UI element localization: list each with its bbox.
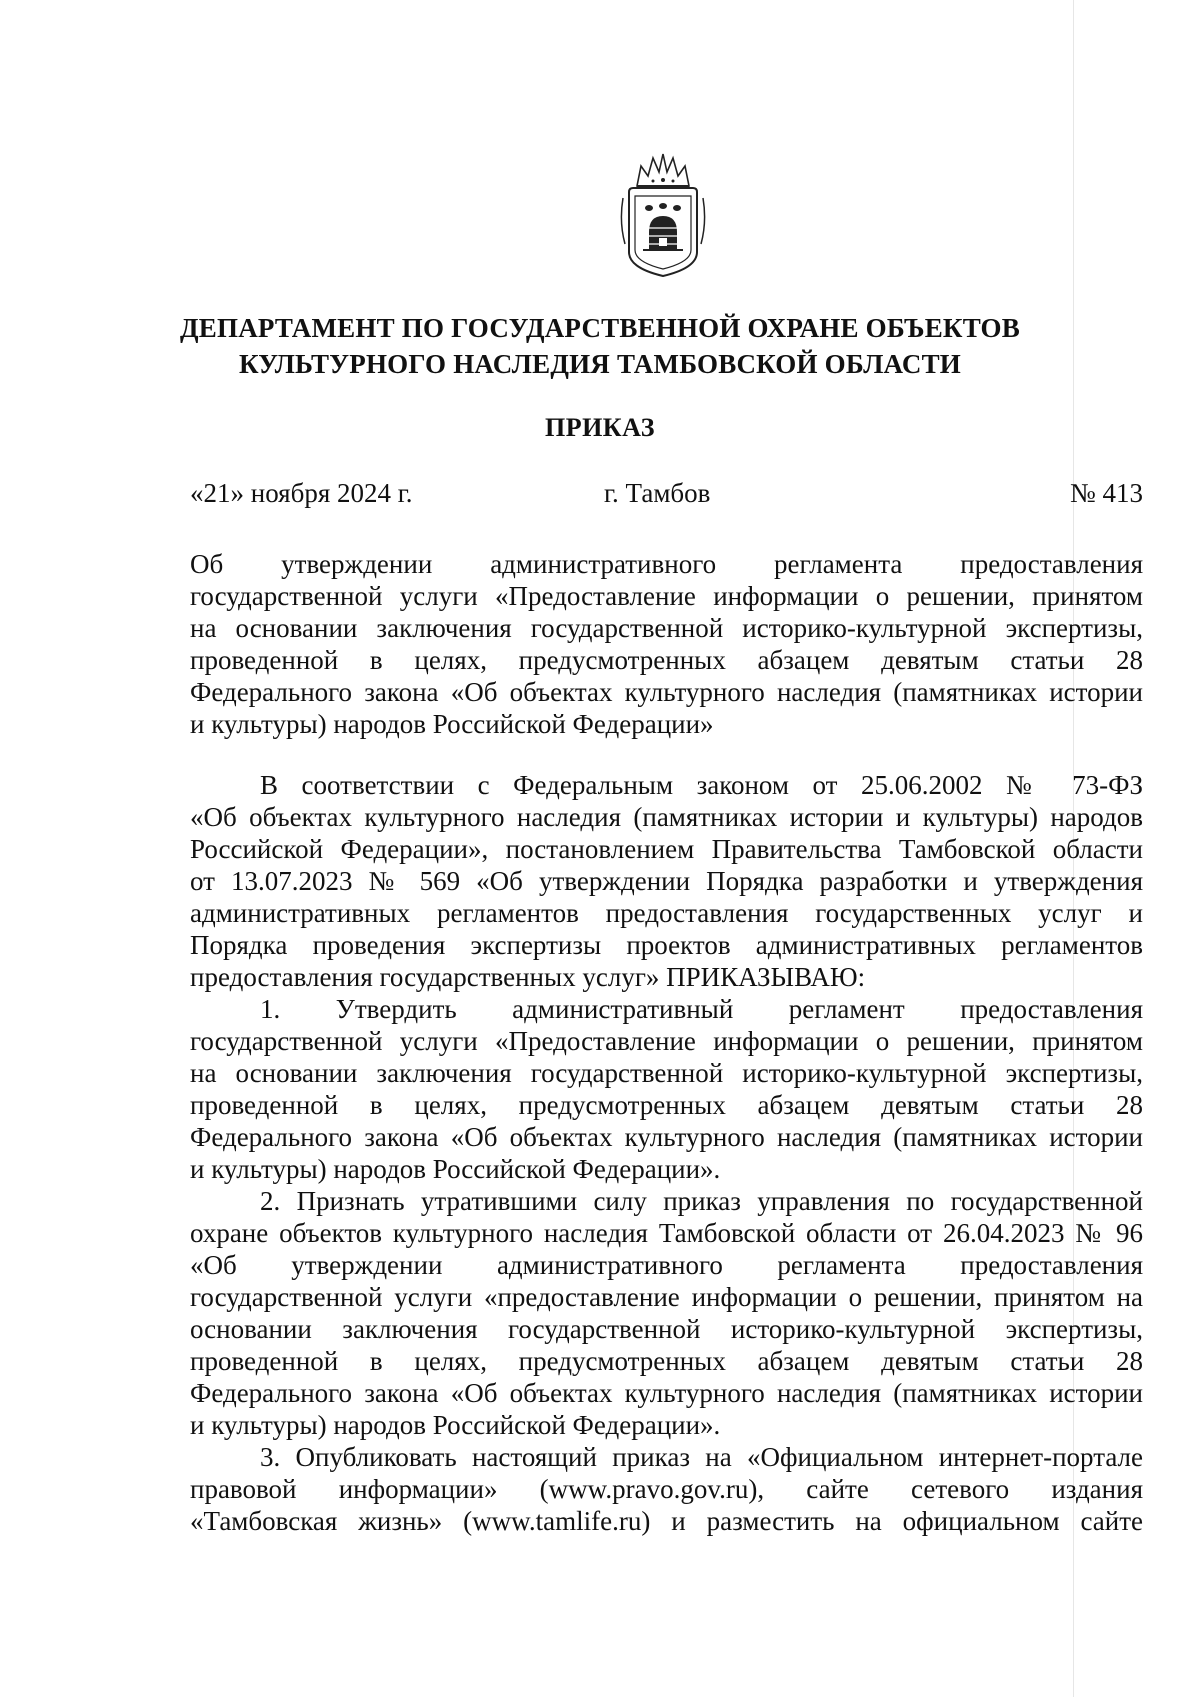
department-title-line2: КУЛЬТУРНОГО НАСЛЕДИЯ ТАМБОВСКОЙ ОБЛАСТИ: [239, 349, 961, 379]
body-line: Федерального закона «Об объектах культурного наследия (памятниках истории: [190, 1122, 1143, 1152]
tambov-coat-of-arms-icon: [615, 152, 711, 278]
body-line: и культуры) народов Российской Федерации».: [190, 1410, 721, 1440]
subject-line: и культуры) народов Российской Федерации»: [190, 709, 714, 739]
subject-line: государственной услуги «Предоставление информации о решении, принятом: [190, 581, 1143, 611]
body-line: административных регламентов предоставления государственных услуг и: [190, 898, 1143, 928]
department-title-line1: ДЕПАРТАМЕНТ ПО ГОСУДАРСТВЕННОЙ ОХРАНЕ ОБЪЕКТОВ: [180, 313, 1020, 343]
body-line: Федерального закона «Об объектах культурного наследия (памятниках истории: [190, 1378, 1143, 1408]
body-line: Российской Федерации», постановлением Правительства Тамбовской области: [190, 834, 1143, 864]
department-title: [150, 310, 1050, 382]
document-type: ПРИКАЗ: [544, 413, 656, 442]
subject-line: Федерального закона «Об объектах культурного наследия (памятниках истории: [190, 677, 1143, 707]
body-line: проведенной в целях, предусмотренных абзацем девятым статьи 28: [190, 1090, 1143, 1120]
order-city: г. Тамбов: [604, 478, 711, 508]
body-line: 1. Утвердить административный регламент предоставления: [260, 994, 1143, 1024]
subject-line: Об утверждении административного регламента предоставления: [190, 549, 1143, 579]
body-line: на основании заключения государственной историко-культурной экспертизы,: [190, 1058, 1143, 1088]
body-line: «Об утверждении административного регламента предоставления: [190, 1250, 1143, 1280]
body-line: В соответствии с Федеральным законом от 25.06.2002 № 73-ФЗ: [260, 770, 1143, 800]
order-subject: [190, 548, 1143, 740]
body-line: «Об объектах культурного наследия (памятниках истории и культуры) народов: [190, 802, 1143, 832]
body-line: 3. Опубликовать настоящий приказ на «Официальном интернет-портале: [260, 1442, 1143, 1472]
body-line: 2. Признать утратившими силу приказ управления по государственной: [260, 1186, 1143, 1216]
body-line: правовой информации» (www.pravo.gov.ru), сайте сетевого издания: [190, 1474, 1143, 1504]
body-line: основании заключения государственной историко-культурной экспертизы,: [190, 1314, 1143, 1344]
body-line: проведенной в целях, предусмотренных абзацем девятым статьи 28: [190, 1346, 1143, 1376]
body-line: предоставления государственных услуг» ПРИКАЗЫВАЮ:: [190, 962, 866, 992]
body-line: государственной услуги «Предоставление информации о решении, принятом: [190, 1026, 1143, 1056]
subject-line: на основании заключения государственной историко-культурной экспертизы,: [190, 613, 1143, 643]
body-line: Порядка проведения экспертизы проектов административных регламентов: [190, 930, 1143, 960]
order-date: «21» ноября 2024 г.: [190, 478, 413, 508]
order-body: [190, 769, 1143, 1537]
order-number: № 413: [1070, 478, 1144, 508]
body-line: и культуры) народов Российской Федерации».: [190, 1154, 721, 1184]
body-line: охране объектов культурного наследия Тамбовской области от 26.04.2023 № 96: [190, 1218, 1143, 1248]
subject-line: проведенной в целях, предусмотренных абзацем девятым статьи 28: [190, 645, 1143, 675]
body-line: государственной услуги «предоставление информации о решении, принятом на: [190, 1282, 1143, 1312]
body-line: «Тамбовская жизнь» (www.tamlife.ru) и разместить на официальном сайте: [190, 1506, 1143, 1536]
body-line: от 13.07.2023 № 569 «Об утверждении Порядка разработки и утверждения: [190, 866, 1143, 896]
